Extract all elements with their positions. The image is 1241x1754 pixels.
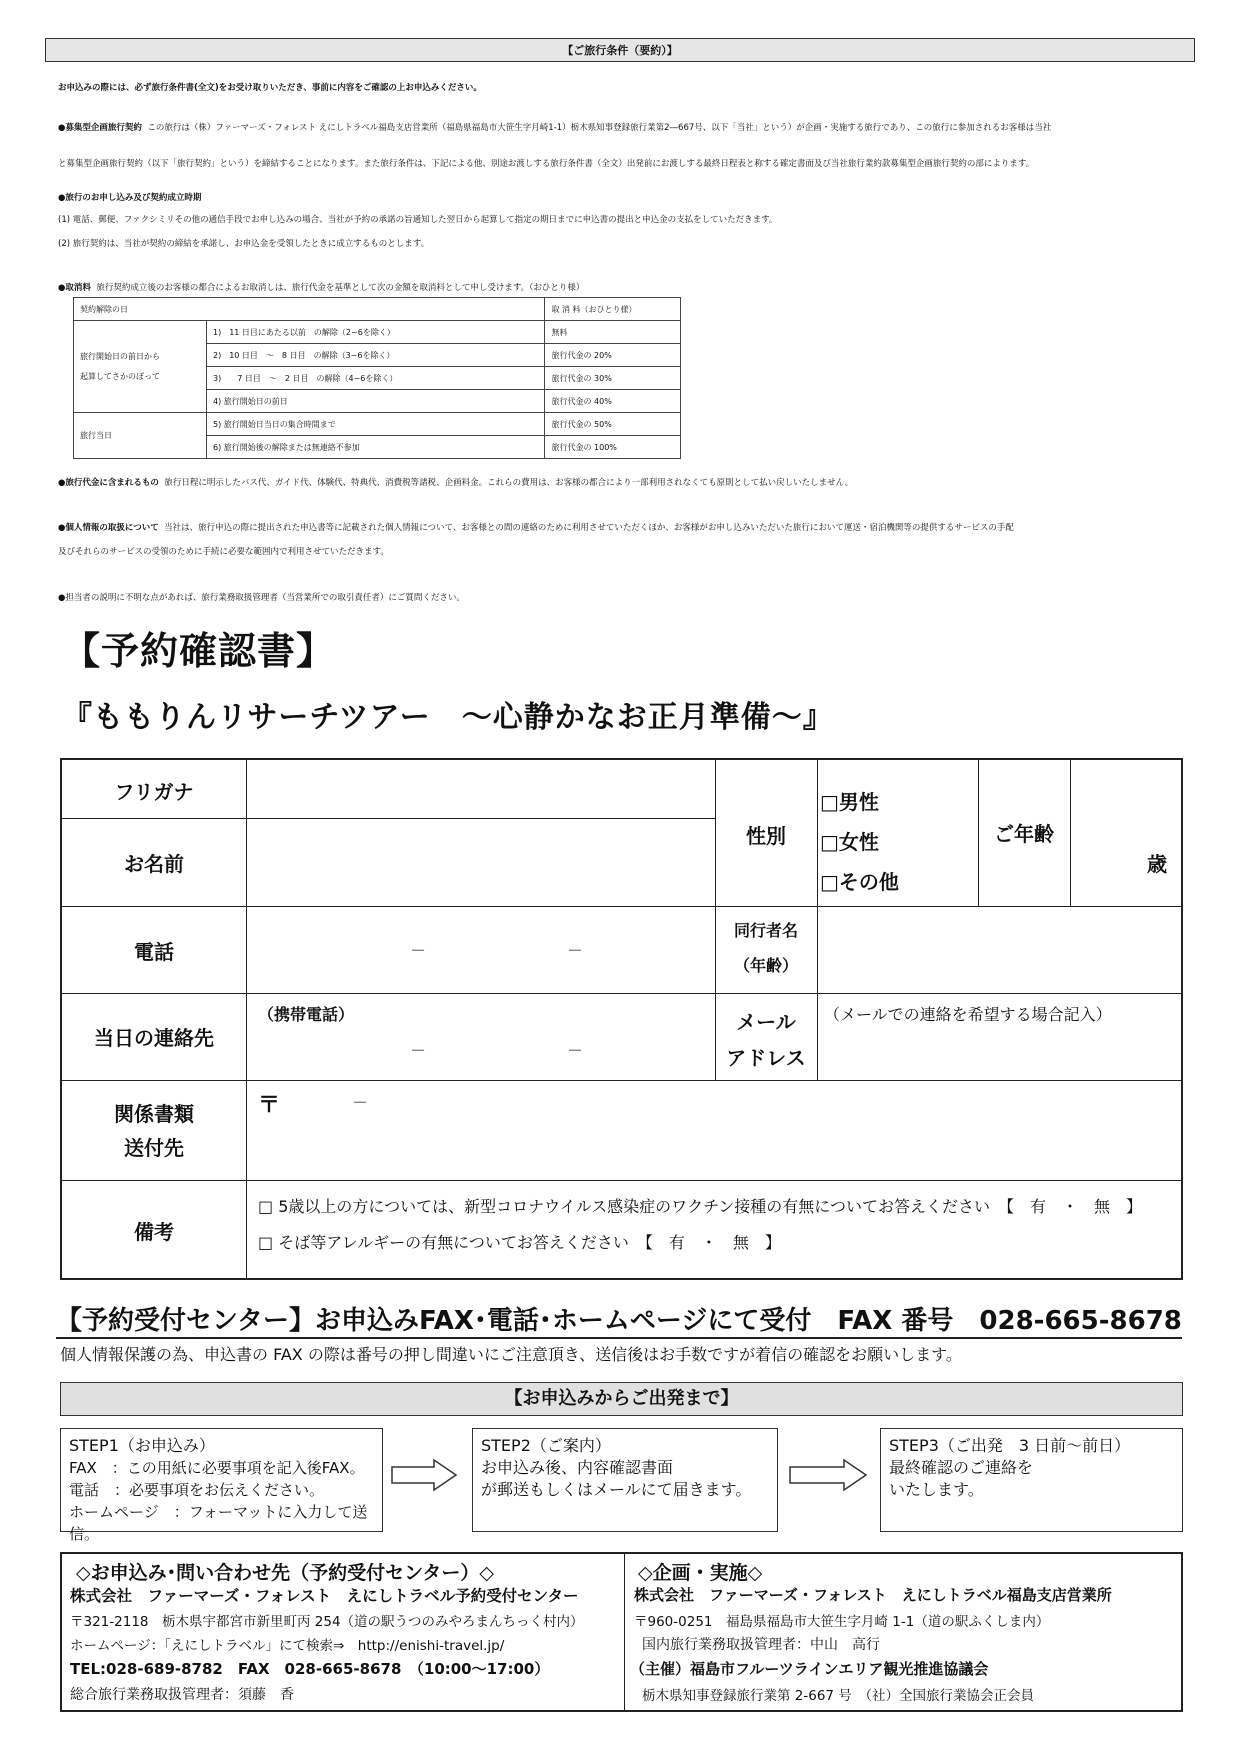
included-text: 旅行日程に明示したバス代、ガイド代、体験代、特典代、消費税等諸税、企画料金。これらの費用は、お客様の都合により一部利用されなくても原則として払い戻しいたしません。 [164, 478, 854, 488]
mobile-dash-2: － [567, 1041, 584, 1060]
step3-title: STEP3（ご出発 3 日前～前日） [889, 1436, 1131, 1455]
contact-left-tel-fax: TEL:028-689-8782 FAX 028-665-8678 （10:00～17:00） [70, 1660, 550, 1678]
step3-line-2: いたします。 [889, 1480, 984, 1499]
arrow-right-icon [788, 1458, 868, 1492]
contact-box [60, 1552, 1183, 1712]
step2-box [472, 1428, 778, 1532]
table-cell-condition: 3) 7 日目 ～ 2 日目 の解除（4~6を除く） [207, 367, 545, 390]
cancel-fee-table [73, 297, 681, 459]
step1-phone: 電話 ：必要事項をお伝えください。 [69, 1481, 325, 1499]
contact-right-address: 〒960-0251 福島県福島市大笹生字月崎 1-1（道の駅ふくしま内） [634, 1614, 1050, 1630]
step2-line-2: が郵送もしくはメールにて届きます。 [481, 1480, 752, 1499]
step3-box [880, 1428, 1183, 1532]
phone-dash-1: － [410, 941, 427, 960]
table-header-right: 取 消 料（おひとり様） [545, 298, 681, 321]
privacy-line-2: 及びそれらのサービスの受領のために手続に必要な範囲内で利用させていただきます。 [58, 547, 389, 557]
mobile-dash-1: － [410, 1041, 427, 1060]
contact-right-company: 株式会社 ファーマーズ・フォレスト えにしトラベル福島支店営業所 [634, 1586, 1112, 1604]
step3-line-1: 最終確認のご連絡を [889, 1458, 1034, 1477]
contact-left-website[interactable]: ホームページ：「えにしトラベル」にて検索⇒ http://enishi-travel.jp/ [70, 1638, 505, 1654]
cancel-text: 旅行契約成立後のお客様の都合によるお取消しは、旅行代金を基準として次の金額を取消料として申し受けます。（おひとり様） [96, 283, 585, 293]
contact-right-sponsor: （主催）福島市フルーツラインエリア観光推進協議会 [630, 1660, 989, 1678]
contract-line-1 [58, 122, 1051, 134]
contact-left-manager: 総合旅行業務取扱管理者：須藤 香 [70, 1687, 294, 1703]
contact-right-registration: 栃木県知事登録旅行業第 2-667 号 （社）全国旅行業協会正会員 [642, 1688, 1035, 1704]
mail-label: メール [736, 1010, 796, 1034]
companion-label: 同行者名 [733, 921, 798, 940]
reservation-form [60, 758, 1183, 1280]
arrow-right-icon [390, 1458, 458, 1492]
table-cell-fee: 旅行代金の 40% [545, 390, 681, 413]
notes-label: 備考 [134, 1220, 174, 1244]
privacy-text-1: 当社は、旅行申込の際に提出された申込書等に記載された個人情報について、お客様との間の連絡のために利用させていただくほか、お客様がお申し込みいただいた旅行において運送・宿泊機関等の提供するサービスの手配 [164, 523, 1014, 533]
dayof-contact-field[interactable] [248, 995, 713, 1079]
table-cell-condition: 1) 11 日目にあたる以前 の解除（2~6を除く） [207, 321, 545, 344]
furigana-field[interactable] [248, 762, 713, 817]
table-cell-condition: 5) 旅行開始日当日の集合時間まで [207, 413, 545, 436]
phone-label: 電話 [134, 940, 174, 964]
name-label: お名前 [124, 852, 184, 876]
companion-age-label: （年齢） [733, 956, 798, 975]
age-unit: 歳 [1147, 852, 1167, 876]
privacy-heading: ●個人情報の取扱について [58, 523, 159, 533]
steps-banner: 【お申込みからご出発まで】 [60, 1382, 1183, 1416]
contract-text-1: この旅行は（株）ファーマーズ・フォレスト えにしトラベル福島支店営業所（福島県福島市大笹生字月崎1-1）栃木県知事登録旅行業第2―667号、以下「当社」という）が企画・実施する旅行であり、この旅行に参加されるお客様は当社 [147, 123, 1052, 133]
table-cell-fee: 無料 [545, 321, 681, 344]
table-cell-fee: 旅行代金の 50% [545, 413, 681, 436]
mail-address-label: アドレス [726, 1046, 806, 1070]
table-row [74, 298, 681, 321]
postal-mark: 〒 [258, 1093, 281, 1118]
table-header-left: 契約解除の日 [74, 298, 545, 321]
cancel-line [58, 282, 584, 294]
mail-field[interactable] [819, 995, 1180, 1079]
furigana-label: フリガナ [114, 780, 194, 804]
contact-left-heading: ◇お申込み･問い合わせ先（予約受付センター）◇ [76, 1562, 494, 1584]
table-cell-condition: 4) 旅行開始日の前日 [207, 390, 545, 413]
apply-item-1: (1) 電話、郵便、ファクシミリその他の通信手段でお申し込みの場合、当社が予約の承諾の旨通知した翌日から起算して指定の期日までに申込書の提出と申込金の支払をしていただきます。 [58, 215, 778, 225]
conditions-banner: 【ご旅行条件（要約）】 [45, 38, 1195, 62]
table-row [74, 321, 681, 344]
contact-left-company: 株式会社 ファーマーズ・フォレスト えにしトラベル予約受付センター [70, 1587, 579, 1605]
phone-field[interactable] [248, 908, 713, 992]
mobile-label: （携帯電話） [258, 1005, 355, 1024]
step1-title: STEP1（お申込み） [69, 1436, 215, 1455]
table-cell-fee: 旅行代金の 20% [545, 344, 681, 367]
contract-line-2: と募集型企画旅行契約（以下「旅行契約」という）を締結することになります。また旅行条件は、下記による他、別途お渡しする旅行条件書（全文）出発前にお渡しする最終日程表と称する確定書面及び当社旅行業約款募集型企画旅行契約の部によります。 [58, 159, 1035, 169]
contact-right-heading: ◇企画・実施◇ [638, 1562, 763, 1584]
reservation-center-title: 【予約受付センター】お申込みFAX･電話･ホームページにて受付 FAX 番号 028-665-8678 [56, 1300, 1182, 1339]
documents-address-field[interactable] [248, 1082, 1180, 1179]
apply-heading: ●旅行のお申し込み及び契約成立時期 [58, 193, 202, 203]
age-label: ご年齢 [994, 822, 1054, 846]
step1-fax: FAX ：この用紙に必要事項を記入後FAX。 [69, 1459, 365, 1477]
phone-dash-2: － [567, 941, 584, 960]
companion-field[interactable] [819, 908, 1180, 992]
postal-dash: － [352, 1093, 369, 1112]
fax-privacy-note: 個人情報保護の為、申込書の FAX の際は番号の押し間違いにご注意頂き、送信後はお手数ですが着信の確認をお願いします。 [60, 1345, 962, 1364]
dayof-contact-label: 当日の連絡先 [94, 1026, 214, 1050]
age-field[interactable] [1072, 762, 1180, 905]
notes-vaccine-item[interactable]: □ 5歳以上の方については、新型コロナウイルス感染症のワクチン接種の有無についてお答えください 【 有 ・ 無 】 [258, 1197, 1142, 1216]
step2-title: STEP2（ご案内） [481, 1436, 611, 1455]
tour-title: 『ももりんリサーチツアー ～心静かなお正月準備～』 [62, 700, 834, 735]
gender-label: 性別 [746, 824, 786, 848]
gender-male-checkbox[interactable]: □男性 [820, 790, 879, 814]
table-cell-fee: 旅行代金の 30% [545, 367, 681, 390]
documents-to-label: 送付先 [124, 1136, 184, 1160]
contact-left-address: 〒321-2118 栃木県宇都宮市新里町丙 254（道の駅うつのみやろまんちっく村内） [70, 1614, 584, 1630]
conditions-intro: お申込みの際には、必ず旅行条件書(全文)をお受け取りいただき、事前に内容をご確認の上お申込みください。 [58, 83, 482, 93]
table-cell-fee: 旅行代金の 100% [545, 436, 681, 459]
apply-item-2: (2) 旅行契約は、当社が契約の締結を承諾し、お申込金を受領したときに成立するものとします。 [58, 239, 430, 249]
step2-line-1: お申込み後、内容確認書面 [481, 1458, 674, 1477]
step1-web: ホームページ ：フォーマットに入力して送信。 [69, 1503, 368, 1543]
contact-note: ●担当者の説明に不明な点があれば、旅行業務取扱管理者（当営業所での取引責任者）にご質問ください。 [58, 593, 465, 603]
included-line [58, 477, 853, 489]
contact-right-manager: 国内旅行業務取扱管理者：中山 高行 [642, 1637, 880, 1653]
notes-allergy-item[interactable]: □ そば等アレルギーの有無についてお答えください 【 有 ・ 無 】 [258, 1233, 781, 1252]
contract-heading: ●募集型企画旅行契約 [58, 123, 142, 133]
gender-female-checkbox[interactable]: □女性 [820, 830, 879, 854]
table-cell-condition: 2) 10 日目 ～ 8 日目 の解除（3~6を除く） [207, 344, 545, 367]
included-heading: ●旅行代金に含まれるもの [58, 478, 159, 488]
mail-note: （メールでの連絡を希望する場合記入） [824, 1005, 1112, 1024]
table-row [74, 413, 681, 436]
table-group-before-day: 旅行開始日の前日から 起算してさかのぼって [74, 321, 207, 413]
cancel-heading: ●取消料 [58, 283, 91, 293]
gender-other-checkbox[interactable]: □その他 [820, 870, 899, 894]
documents-label: 関係書類 [114, 1102, 194, 1126]
table-cell-condition: 6) 旅行開始後の解除または無連絡不参加 [207, 436, 545, 459]
page-title: 【予約確認書】 [62, 629, 336, 673]
name-field[interactable] [248, 820, 713, 904]
privacy-line-1 [58, 522, 1014, 534]
table-group-day-of: 旅行当日 [74, 413, 207, 459]
step1-box [60, 1428, 383, 1543]
